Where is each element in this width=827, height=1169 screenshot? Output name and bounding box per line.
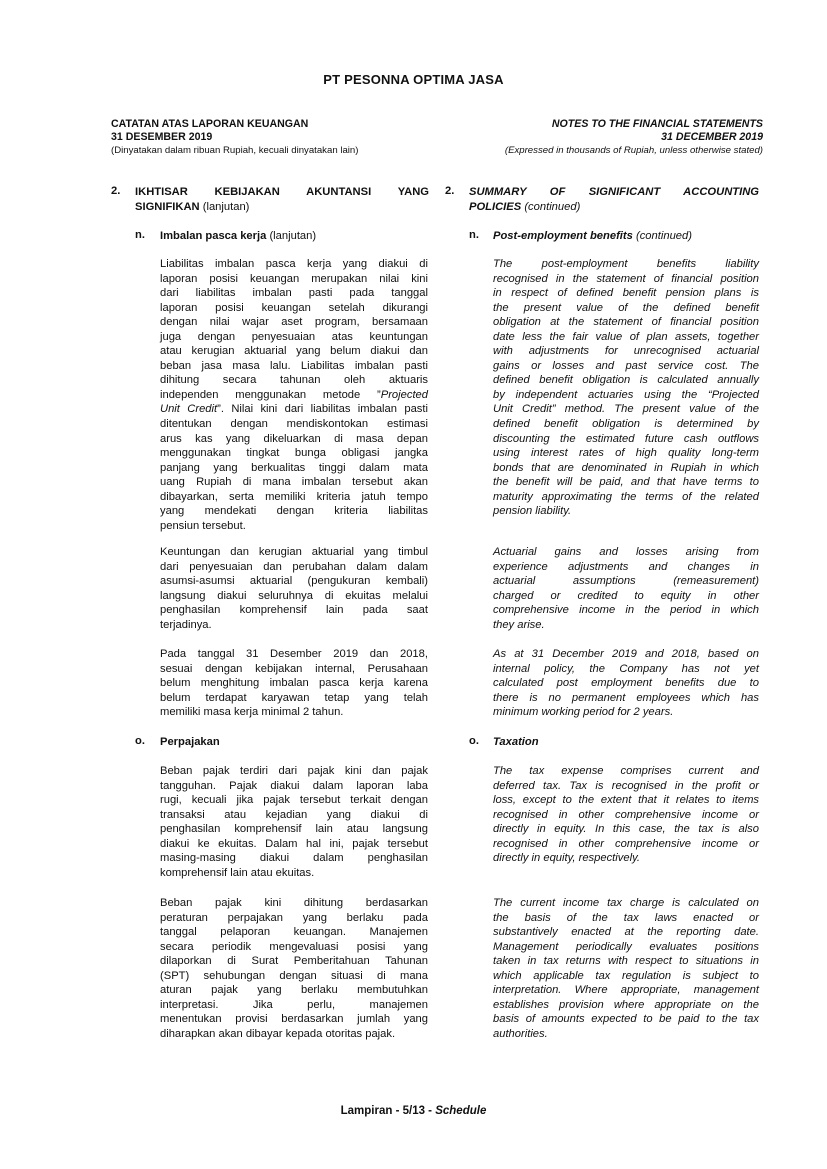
paragraph-line: Beban pajak kini dihitung berdasarkan [160, 897, 428, 909]
header-left [111, 118, 441, 157]
paragraph-line: experience adjustments and changes in [493, 560, 759, 573]
page-footer [0, 1105, 827, 1117]
paragraph-line: belum menghitung imbalan pasca kerja karena [160, 677, 428, 690]
paragraph-id-2 [160, 545, 428, 632]
paragraph-en-5 [493, 896, 759, 1041]
paragraph-line: Beban pajak terdiri dari pajak kini dan pajak [160, 765, 428, 777]
paragraph-line: they arise. [493, 618, 545, 631]
paragraph-line: transaksi atau kejadian yang diakui di [160, 808, 428, 821]
paragraph-line: terjadinya. [160, 618, 212, 631]
header-right-date: 31 DECEMBER 2019 [661, 131, 763, 143]
paragraph-line: ditentukan dengan mendiskontokan estimasi [160, 418, 428, 431]
paragraph-line: establishes provision where appropriate on the [493, 998, 759, 1011]
paragraph-line: The post-employment benefits liability [493, 258, 759, 270]
paragraph-line: sesuai dengan kebijakan internal, Perusahaan [160, 662, 428, 675]
paragraph-line: Liabilitas imbalan pasca kerja yang diakui di [160, 258, 428, 270]
section-suffix-left: (lanjutan) [202, 200, 250, 213]
paragraph-line: panjang yang berkualitas tinggi dalam mata [160, 461, 428, 474]
sub-n-title-right-text: Post-employment benefits [493, 230, 633, 242]
paragraph-line: defined benefit obligation is determined by [493, 418, 759, 431]
paragraph-line: directly in equity, respectively. [493, 852, 640, 865]
paragraph-line: date less the fair value of plan assets, together [493, 330, 759, 343]
paragraph-line: the basis of the tax laws enacted or [493, 911, 759, 924]
paragraph-line: loss, except to the extent that it relates to items [493, 794, 759, 807]
paragraph-line: discounting the estimated future cash outflows [493, 432, 759, 445]
paragraph-line: defined benefit obligation is calculated annually [493, 374, 759, 387]
paragraph-line: komprehensif lain atau ekuitas. [160, 866, 315, 879]
paragraph-line: Keuntungan dan kerugian aktuarial yang timbul [160, 546, 428, 558]
paragraph-en-2 [493, 545, 759, 632]
paragraph-line: Management periodically evaluates positions [493, 940, 759, 953]
paragraph-en-1 [493, 257, 759, 519]
paragraph-line: beban jasa masa lalu. Liabilitas imbalan pasti [160, 359, 428, 372]
paragraph-line: dilaporkan di Surat Pemberitahuan Tahunan [160, 955, 428, 968]
paragraph-line: The tax expense comprises current and [493, 765, 759, 777]
sub-o-letter-right: o. [469, 735, 479, 747]
paragraph-line: calculated post employment benefits due to [493, 677, 759, 690]
paragraph-line [160, 402, 428, 417]
paragraph-line-text: independen menggunakan metode ” [160, 388, 381, 401]
paragraph-line: basis of amounts expected to be paid to the tax [493, 1013, 759, 1026]
sub-n-letter-left: n. [135, 229, 145, 241]
paragraph-line: internal policy, the Company has not yet [493, 662, 759, 675]
section-suffix-right: (continued) [524, 200, 581, 213]
section-title-left-line2: SIGNIFIKAN [135, 200, 200, 213]
paragraph-line: dengan nilai wajar aset program, bersamaan [160, 316, 428, 329]
sub-o-title-left: Perpajakan [160, 736, 220, 748]
paragraph-line: The current income tax charge is calculated on [493, 897, 759, 909]
paragraph-line: memiliki masa kerja minimal 2 tahun. [160, 706, 344, 719]
sub-n-title-left-text: Imbalan pasca kerja [160, 230, 267, 242]
paragraph-line: bonds that are denominated in Rupiah in which [493, 461, 759, 474]
paragraph-line: pension liability. [493, 505, 572, 518]
paragraph-line: interpretation. Where appropriate, management [493, 984, 759, 997]
paragraph-line: interpretasi. Jika perlu, manajemen [160, 998, 428, 1011]
sub-n-letter-right: n. [469, 229, 479, 241]
paragraph-line: peraturan perpajakan yang berlaku pada [160, 911, 428, 924]
paragraph-line: actuarial assumptions (remeasurement) [493, 575, 759, 588]
paragraph-line: maturity approximating the terms of the related [493, 490, 759, 503]
section-title-right-line1: SUMMARY OF SIGNIFICANT ACCOUNTING [469, 186, 759, 198]
sub-o-title-right: Taxation [493, 736, 539, 748]
header-left-note: (Dinyatakan dalam ribuan Rupiah, kecuali dinyatakan lain) [111, 145, 359, 156]
paragraph-line: dari penyesuaian dan perubahan dalam dalam [160, 560, 428, 573]
section-title-right [469, 185, 759, 214]
paragraph-id-5 [160, 896, 428, 1041]
sub-n-suffix-left: (lanjutan) [269, 230, 317, 242]
paragraph-line: masing-masing diakui dalam penghasilan [160, 852, 428, 865]
paragraph-line: langsung diakui seluruhnya di ekuitas melalui [160, 589, 428, 602]
footer-suffix: Schedule [435, 1105, 487, 1117]
paragraph-line: comprehensive income in the period in which [493, 604, 759, 617]
paragraph-line: Actuarial gains and losses arising from [493, 546, 759, 558]
paragraph-line: dari liabilitas imbalan pasti pada tanggal [160, 287, 428, 300]
paragraph-line: which applicable tax regulation is subject to [493, 969, 759, 982]
header-left-title: CATATAN ATAS LAPORAN KEUANGAN [111, 118, 309, 130]
paragraph-line: belum terdapat karyawan tetap yang telah [160, 691, 428, 704]
section-title-right-line2: POLICIES [469, 200, 522, 213]
paragraph-id-1 [160, 257, 428, 533]
section-title-left-line1: IKHTISAR KEBIJAKAN AKUNTANSI YANG [135, 186, 429, 198]
paragraph-line: by independent actuaries using the “Projected [493, 388, 759, 401]
paragraph-line: diakui ke ekuitas. Dalam hal ini, pajak tersebut [160, 837, 428, 850]
sub-n-title-right [493, 229, 761, 244]
paragraph-line: obligation at the statement of financial position [493, 316, 759, 329]
paragraph-line: (SPT) sehubungan dengan situasi di mana [160, 969, 428, 982]
footer-prefix: Lampiran - 5/13 - [340, 1105, 433, 1117]
paragraph-line: directly in equity. In this case, the tax is also [493, 823, 759, 836]
paragraph-en-4 [493, 764, 759, 866]
paragraph-line: atau kerugian aktuarial yang belum diakui dan [160, 345, 428, 358]
paragraph-line: recognised in other comprehensive income or [493, 837, 759, 850]
section-number-right: 2. [445, 185, 455, 197]
paragraph-line: pensiun tersebut. [160, 519, 246, 532]
paragraph-id-4 [160, 764, 428, 880]
paragraph-line: Pada tanggal 31 Desember 2019 dan 2018, [160, 648, 428, 660]
paragraph-line: recognised in other comprehensive income or [493, 808, 759, 821]
paragraph-line: secara periodik mengevaluasi posisi yang [160, 940, 428, 953]
paragraph-line: Unit Credit” method. The present value of the [493, 403, 759, 416]
paragraph-line: laporan posisi keuangan merupakan nilai kini [160, 272, 428, 285]
paragraph-line: substantively enacted at the reporting date. [493, 926, 759, 939]
paragraph-line: tangguhan. Pajak diakui dalam laporan laba [160, 779, 428, 792]
paragraph-line: menentukan provisi berdasarkan jumlah yang [160, 1013, 428, 1026]
paragraph-line: As at 31 December 2019 and 2018, based on [493, 648, 759, 660]
paragraph-line: there is no permanent employees which has [493, 691, 759, 704]
paragraph-line: authorities. [493, 1027, 548, 1040]
paragraph-line: yang mendekati dengan kriteria liabilitas [160, 505, 428, 518]
paragraph-line: in respect of defined benefit pension plans is [493, 287, 759, 300]
paragraph-line: diharapkan akan dibayar kepada otoritas pajak. [160, 1027, 396, 1040]
sub-n-title-left [160, 229, 430, 244]
italic-term-cont: Unit Credit [160, 403, 218, 416]
paragraph-line: juga dengan penyesuaian atas keuntungan [160, 330, 428, 343]
paragraph-line: with adjustments for unrecognised actuarial [493, 345, 759, 358]
paragraph-line: laporan posisi keuangan setelah dikurangi [160, 301, 428, 314]
paragraph-line: recognised in the statement of financial position [493, 272, 759, 285]
paragraph-en-3 [493, 647, 759, 720]
paragraph-line: tanggal pelaporan keuangan. Manajemen [160, 926, 428, 939]
header-right-note: (Expressed in thousands of Rupiah, unless otherwise stated) [504, 145, 763, 156]
paragraph-line: dihitung secara tahunan oleh aktuaris [160, 374, 428, 387]
section-title-left [135, 185, 429, 214]
paragraph-line: aturan pajak yang berlaku membutuhkan [160, 984, 428, 997]
paragraph-line: menggunakan tingkat bunga obligasi jangka [160, 447, 428, 460]
paragraph-id-3 [160, 647, 428, 720]
paragraph-line: dibayarkan, serta memiliki kriteria jatuh tempo [160, 490, 428, 503]
paragraph-line: uang Rupiah di mana imbalan tersebut akan [160, 476, 428, 489]
header-right [430, 118, 763, 157]
sub-n-suffix-right: (continued) [635, 230, 692, 242]
paragraph-line: penghasilan komprehensif lain pada saat [160, 604, 428, 617]
paragraph-line: asumsi-asumsi aktuarial (pengukuran kembali) [160, 575, 428, 588]
italic-term: Projected [380, 388, 428, 401]
paragraph-line: charged or credited to equity in other [493, 589, 759, 602]
paragraph-line: gains or losses and past service cost. The [493, 359, 759, 372]
paragraph-line: the present value of the defined benefit [493, 301, 759, 314]
company-name: PT PESONNA OPTIMA JASA [323, 72, 504, 87]
paragraph-line: the benefit will be paid, and that have terms to [493, 476, 759, 489]
paragraph-line: penghasilan komprehensif lain atau langsung [160, 823, 428, 836]
paragraph-line-text: ”. Nilai kini dari liabilitas imbalan pasti [217, 403, 428, 416]
paragraph-line [160, 388, 428, 403]
header-left-date: 31 DESEMBER 2019 [111, 131, 213, 143]
paragraph-line: minimum working period for 2 years. [493, 706, 674, 719]
paragraph-line: using interest rates of high quality long-term [493, 447, 759, 460]
header-right-title: NOTES TO THE FINANCIAL STATEMENTS [551, 118, 763, 130]
section-number-left: 2. [111, 185, 121, 197]
paragraph-line: rugi, kecuali jika pajak tersebut terkait dengan [160, 794, 428, 807]
sub-o-letter-left: o. [135, 735, 145, 747]
paragraph-line: deferred tax. Tax is recognised in the profit or [493, 779, 759, 792]
paragraph-line: taken in tax returns with respect to situations in [493, 955, 759, 968]
paragraph-line: arus kas yang dikeluarkan di masa depan [160, 432, 428, 445]
